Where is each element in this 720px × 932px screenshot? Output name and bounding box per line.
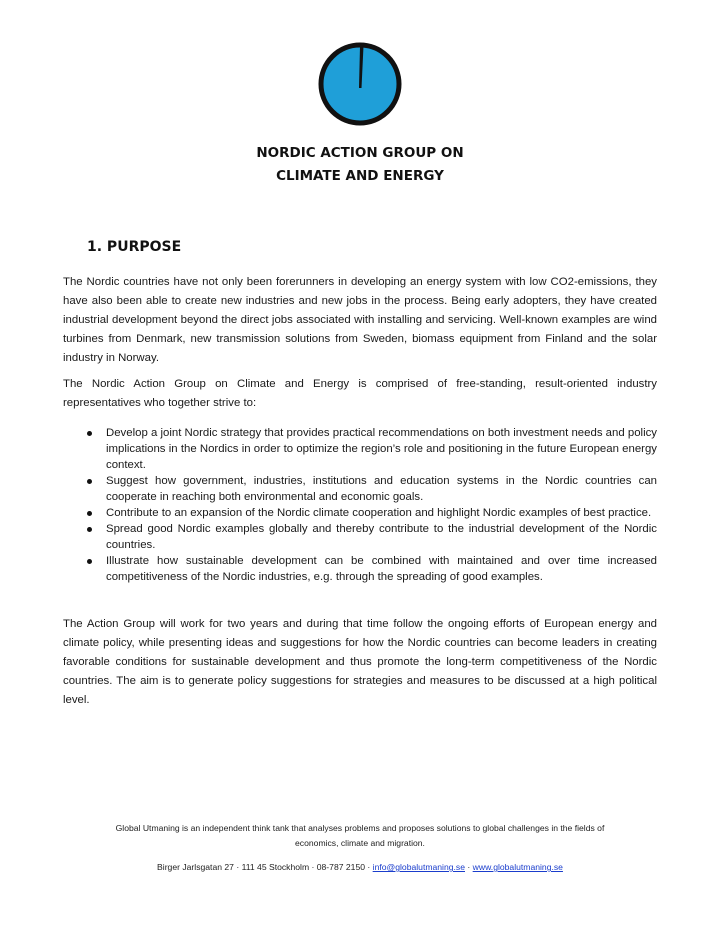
- footer-separator: ·: [467, 862, 471, 872]
- paragraph-2: The Nordic Action Group on Climate and Energy is comprised of free-standing, result-oriented industry representatives who together strive to:: [63, 378, 657, 409]
- title-line-1: NORDIC ACTION GROUP ON: [256, 145, 464, 161]
- email-link[interactable]: info@globalutmaning.se: [372, 862, 465, 872]
- footer-tagline: [0, 821, 720, 851]
- list-item: [63, 553, 657, 585]
- list-item: [63, 425, 657, 473]
- title-line-2: CLIMATE AND ENERGY: [276, 168, 444, 184]
- paragraph-3: The Action Group will work for two years and during that time follow the ongoing efforts of European energy and climate policy, while presenting ideas and suggestions for how the Nordic countries can become leaders in creating favorable conditions for sustainable development and thus promote the long-term competitiveness of the Nordic countries. The aim is to generate policy suggestions for strategies and measures to be discussed at a high political level.: [63, 618, 657, 706]
- footer-tagline-line-2: economics, climate and migration.: [295, 838, 425, 848]
- bullet-icon: [87, 527, 92, 532]
- bullet-icon: [87, 511, 92, 516]
- section-heading: 1. PURPOSE: [87, 239, 182, 255]
- list-item-text: Contribute to an expansion of the Nordic climate cooperation and highlight Nordic examples of best practice.: [106, 507, 652, 519]
- list-item-text: Spread good Nordic examples globally and thereby contribute to the industrial development of the Nordic countries.: [106, 523, 657, 551]
- list-item: [63, 473, 657, 505]
- list-item: [63, 505, 657, 521]
- footer-contact: [0, 860, 720, 875]
- bullet-icon: [87, 479, 92, 484]
- list-item: [63, 521, 657, 553]
- bullet-icon: [87, 431, 92, 436]
- footer-address: Birger Jarlsgatan 27 · 111 45 Stockholm · 08-787 2150 ·: [157, 862, 371, 872]
- bullet-icon: [87, 559, 92, 564]
- website-link[interactable]: www.globalutmaning.se: [472, 862, 563, 872]
- clock-dial-icon: [318, 42, 402, 126]
- list-item-text: Suggest how government, industries, institutions and education systems in the Nordic countries can cooperate in reaching both environmental and economic goals.: [106, 475, 657, 503]
- footer-tagline-line-1: Global Utmaning is an independent think tank that analyses problems and proposes solutions to global challenges in the fields of: [115, 823, 605, 833]
- paragraph-1: The Nordic countries have not only been forerunners in developing an energy system with low CO2-emissions, they have also been able to create new industries and new jobs in the process. Being early adopters, they have created industrial development beyond the direct jobs associated with installing and servicing. Well-known examples are wind turbines from Denmark, new transmission solutions from Sweden, biomass equipment from Finland and the solar industry in Norway.: [63, 276, 657, 364]
- document-title: [0, 142, 720, 188]
- list-item-text: Develop a joint Nordic strategy that provides practical recommendations on both investment needs and policy implications in the Nordics in order to optimize the region’s role and positioning in the future European energy context.: [106, 427, 657, 471]
- goals-list: [63, 425, 657, 585]
- list-item-text: Illustrate how sustainable development can be combined with maintained and over time increased competitiveness of the Nordic industries, e.g. through the spreading of good examples.: [106, 555, 657, 583]
